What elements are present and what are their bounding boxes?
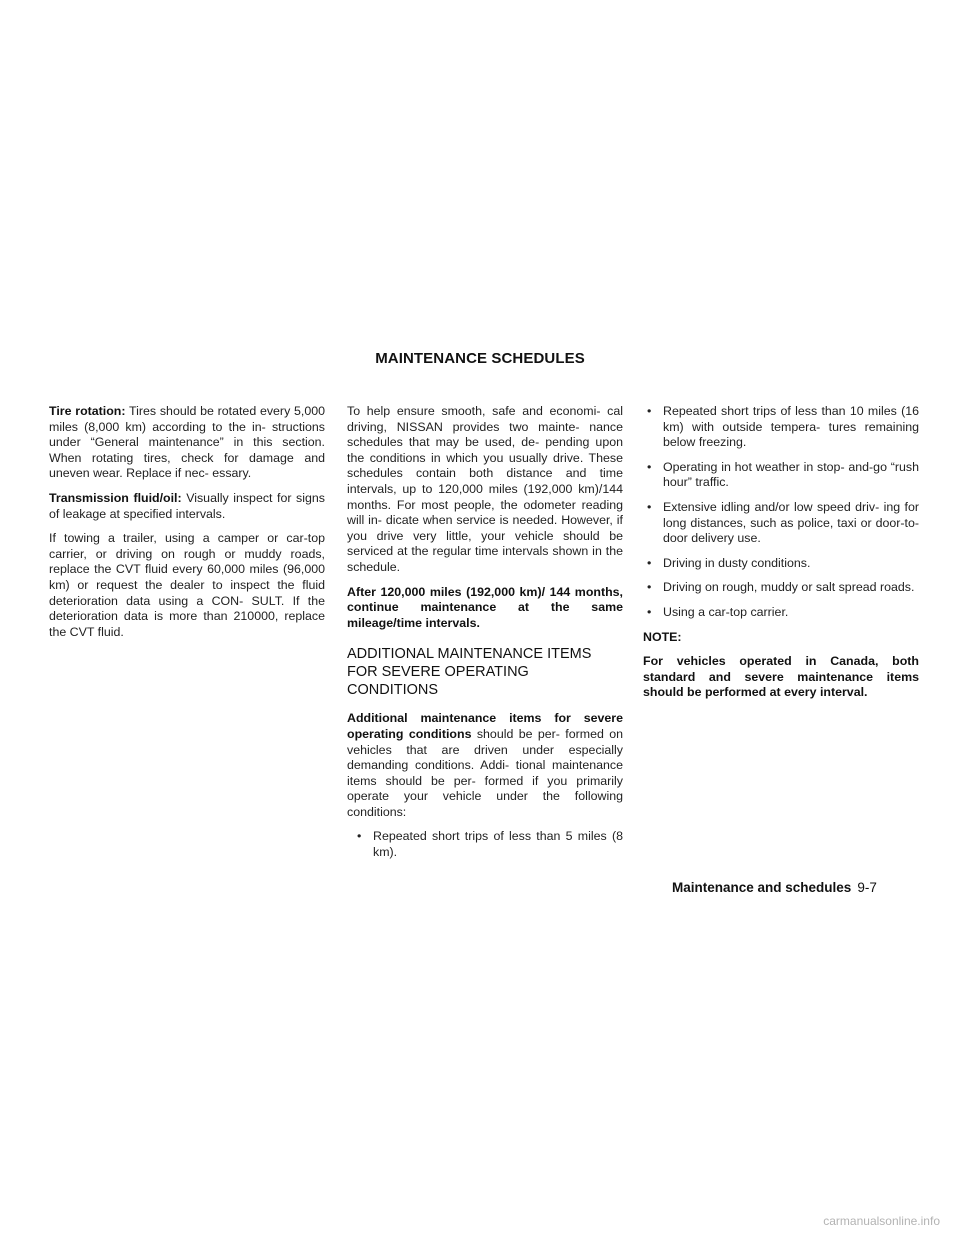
note-label: NOTE: (643, 629, 682, 644)
tire-rotation-paragraph (49, 404, 325, 482)
severe-paragraph (347, 711, 623, 820)
column-1 (49, 404, 325, 649)
list-item: • Driving in dusty conditions. (643, 556, 919, 572)
page-footer (672, 880, 920, 895)
footer-title: Maintenance and schedules (672, 880, 852, 895)
tire-rotation-label: Tire rotation: (49, 404, 126, 418)
transmission-paragraph (49, 491, 325, 522)
section-title: MAINTENANCE SCHEDULES (375, 350, 585, 367)
severe-conditions-heading: ADDITIONAL MAINTENANCE ITEMS FOR SEVERE OPERATING CONDITIONS (347, 646, 592, 699)
after-note-paragraph: After 120,000 miles (192,000 km)/ 144 months, continue maintenance at the same mileage/time intervals. (347, 584, 623, 630)
tire-rotation-text: Tires should be rotated every 5,000 miles (8,000 km) according to the in- structions under “General maintenance” in this section. When rotating tires, check for damage and uneven wear. Replace if nec- essary. (49, 404, 326, 481)
transmission-text: Visually inspect for signs of leakage at specified intervals. (49, 490, 325, 521)
column-3 (643, 404, 919, 710)
severe-text: should be per- formed on vehicles that are driven under especially demanding conditions. Addi- tional maintenance items should be per- formed if you primarily operate your vehicle under the following conditions: (347, 726, 623, 819)
condition-list-2 (643, 404, 919, 621)
list-item: • Using a car-top carrier. (643, 605, 919, 621)
list-item: • Extensive idling and/or low speed driv- ing for long distances, such as police, taxi or door-to-door delivery use. (643, 500, 919, 547)
severe-label: Additional maintenance items for severe operating conditions (347, 711, 623, 741)
condition-list-1 (347, 829, 623, 860)
list-item: • Repeated short trips of less than 10 miles (16 km) with outside tempera- tures remaining below freezing. (643, 404, 919, 451)
page-number: 9-7 (857, 880, 877, 895)
note-text: For vehicles operated in Canada, both standard and severe maintenance items should be performed at every interval. (643, 654, 919, 700)
list-item: • Repeated short trips of less than 5 miles (8 km). (347, 829, 623, 860)
towing-paragraph: If towing a trailer, using a camper or car-top carrier, or driving on rough or muddy roads, replace the CVT fluid every 60,000 miles (96,000 km) or request the dealer to inspect the fluid deterioration data using a CON- SULT. If the deterioration data is more than 210000, replace the CVT fluid. (49, 531, 325, 639)
list-item: • Operating in hot weather in stop- and-go “rush hour” traffic. (643, 460, 919, 491)
column-2 (347, 404, 623, 870)
transmission-label: Transmission fluid/oil: (49, 490, 182, 505)
intro-paragraph: To help ensure smooth, safe and economi- cal driving, NISSAN provides two mainte- nance schedules that may be used, de- pending upon the conditions in which you usually drive. These schedules contain both distance and time intervals, up to 120,000 miles (192,000 km)/144 months. For most people, the odometer reading will in- dicate when service is needed. However, if you drive very little, your vehicle should be serviced at the regular time intervals shown in the schedule. (347, 404, 623, 574)
watermark: carmanualsonline.info (823, 1214, 940, 1228)
list-item: • Driving on rough, muddy or salt spread roads. (643, 580, 919, 596)
